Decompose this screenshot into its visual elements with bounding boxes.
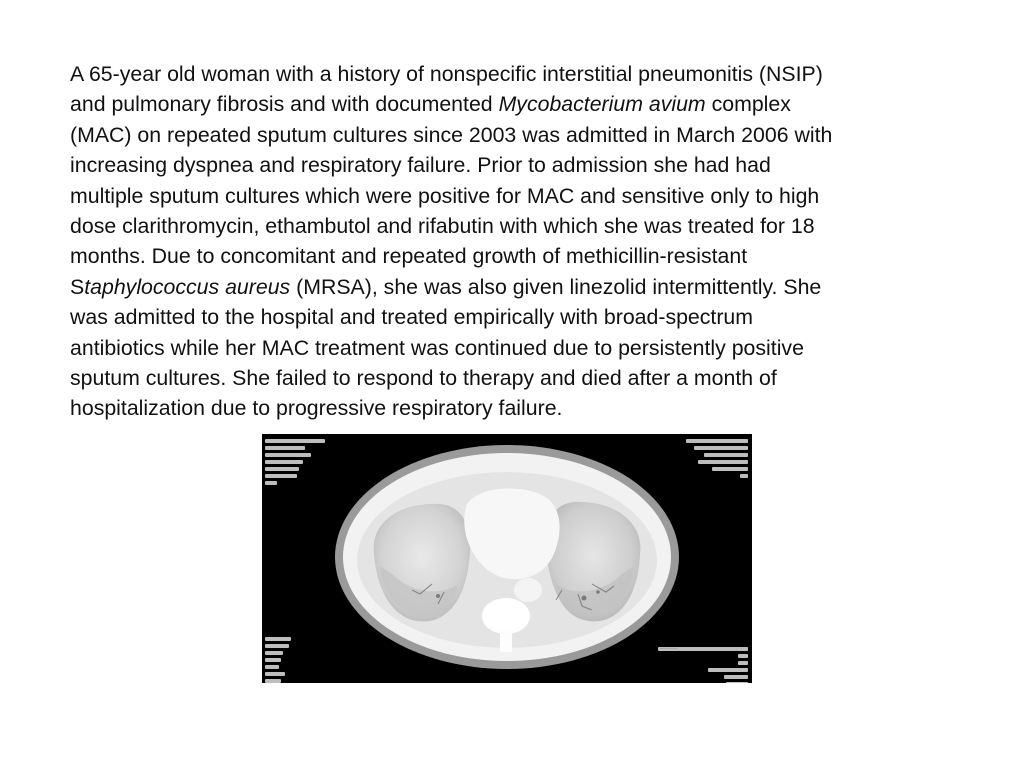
text-line-3: (MAC) on repeated sputum cultures since 2003 was admitted in March 2006 with [70,122,833,147]
text-line-8: Staphylococcus aureus (MRSA), she was also given linezolid intermittently. She [70,274,822,299]
spinous-process [500,630,512,652]
aorta [514,578,542,602]
ct-scale-marker [660,648,678,649]
text-line-6: dose clarithromycin, ethambutol and rifabutin with which she was treated for 18 [70,214,815,239]
text-line-10: antibiotics while her MAC treatment was continued due to persistently positive [70,335,804,360]
text-line-12: hospitalization due to progressive respiratory failure. [70,396,563,421]
case-description [70,59,995,424]
ct-metadata-bottom-right [658,644,748,683]
ct-metadata-top-left [265,436,325,485]
chest-ct-image [262,434,752,683]
text-line-9: was admitted to the hospital and treated empirically with broad-spectrum [70,305,754,330]
organism-name-mrsa: taphylococcus aureus [84,274,291,299]
text-line-11: sputum cultures. She failed to respond to therapy and died after a month of [70,366,777,391]
text-line-5: multiple sputum cultures which were positive for MAC and sensitive only to high [70,183,820,208]
text-line-2: and pulmonary fibrosis and with documented Mycobacterium avium complex [70,92,791,117]
ct-metadata-top-right [686,436,748,478]
vertebra [482,598,530,634]
text-line-1: A 65-year old woman with a history of nonspecific interstitial pneumonitis (NSIP) [70,62,823,86]
ct-metadata-bottom-left [265,634,293,683]
organism-name-mac: Mycobacterium avium [498,92,706,117]
text-line-7: months. Due to concomitant and repeated growth of methicillin-resistant [70,244,748,269]
text-line-4: increasing dyspnea and respiratory failure. Prior to admission she had had [70,153,771,178]
